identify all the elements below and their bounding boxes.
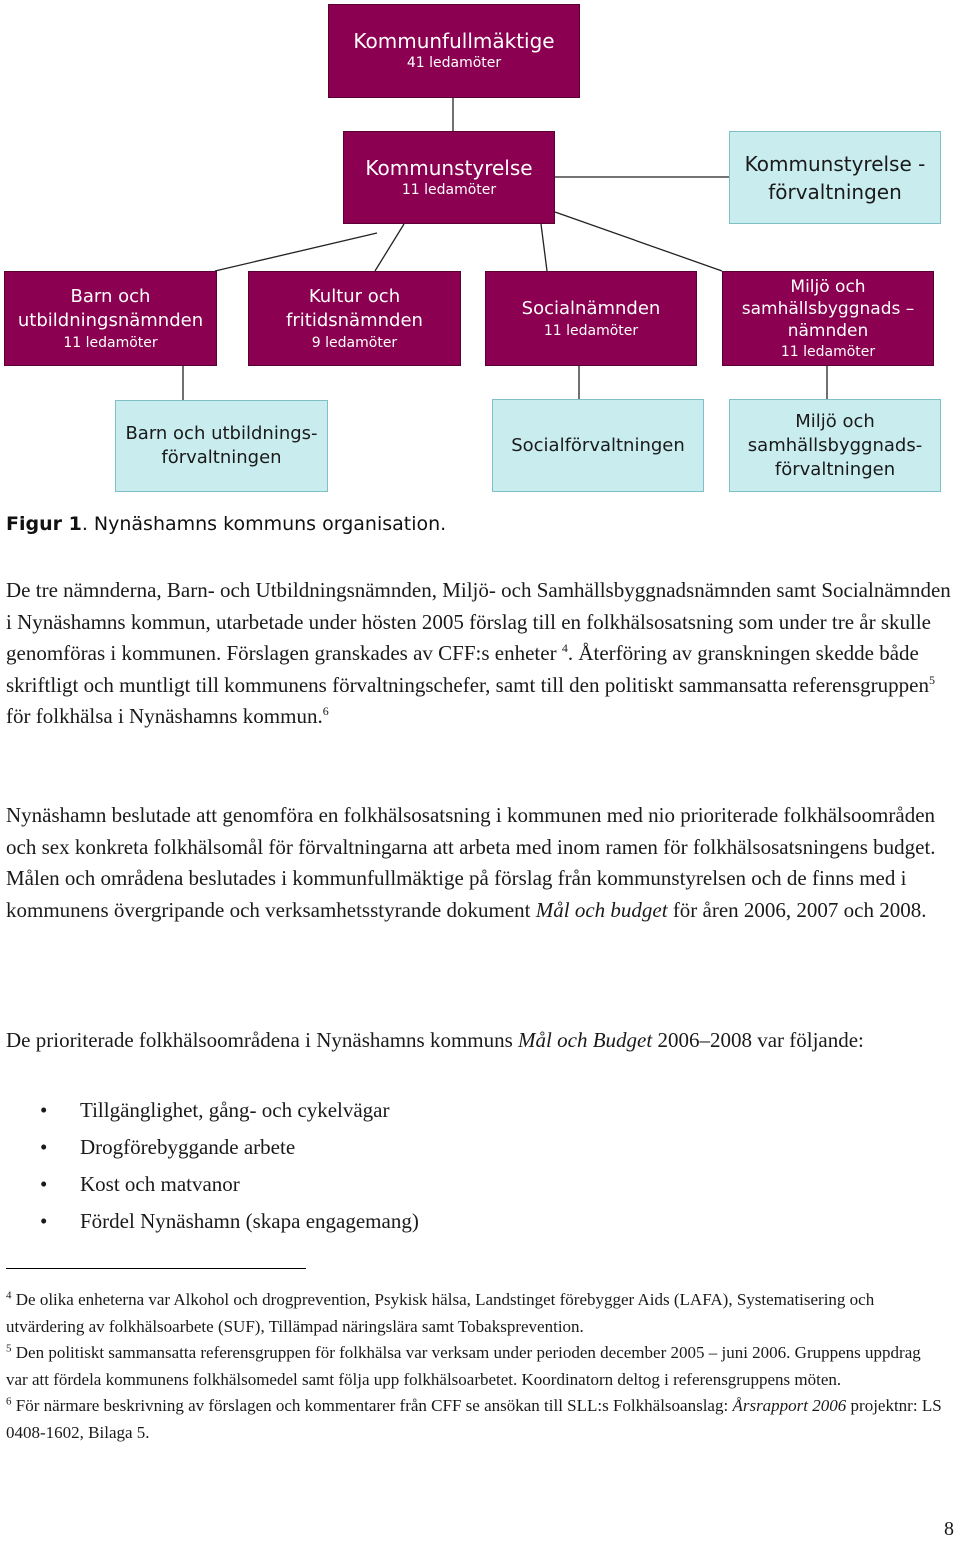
- box-title: Kultur och fritidsnämnden: [286, 285, 423, 331]
- paragraph-text: för åren 2006, 2007 och 2008.: [667, 897, 927, 922]
- paragraph-text: De prioriterade folkhälsoområdena i Nynäshamns kommuns: [6, 1028, 519, 1052]
- paragraph-text: De tre nämnderna, Barn- och Utbildningsnämnden, Miljö- och Samhällsbyggnadsnämnden samt Socialnämnden i Nynäshamns kommun, utarbetade under hösten 2005 förslag till en folkhälsosatsning som under tre år skulle genomföras i kommunen. Förslagen granskades av CFF:s enheter: [6, 578, 951, 665]
- socialforvaltning-box: [492, 399, 704, 492]
- paragraph-3: [6, 1025, 951, 1057]
- box-title: Miljö och samhällsbyggnads- förvaltningen: [747, 410, 923, 480]
- kommunstyrelse-box: [343, 131, 555, 224]
- footnote-ref: 6: [322, 704, 329, 718]
- figure-caption-text: . Nynäshamns kommuns organisation.: [81, 513, 447, 535]
- box-members: 11 ledamöter: [543, 322, 639, 339]
- footnote-number: 4: [6, 1289, 12, 1302]
- barn-utbildningsforvaltning-box: [115, 400, 328, 492]
- footnote-5: [6, 1340, 946, 1393]
- document-title: Mål och Budget: [518, 1028, 653, 1052]
- connector-line: [555, 212, 722, 271]
- box-title: Socialförvaltningen: [511, 434, 685, 456]
- footnote-text: De olika enheterna var Alkohol och drogprevention, Psykisk hälsa, Landstinget förebygger Aids (LAFA), Systematisering och utvärdering av folkhälsoarbete (SUF), Tillämpad näringslära samt Tobaksprevention.: [6, 1290, 875, 1336]
- miljo-samhallsbyggnadsnamnd-box: [722, 271, 934, 366]
- figure-caption: [6, 513, 446, 535]
- kommunfullmaktige-box: [328, 4, 580, 98]
- list-item: • Tillgänglighet, gång- och cykelvägar: [6, 1092, 419, 1129]
- box-members: 11 ledamöter: [401, 181, 497, 198]
- footnote-number: 5: [6, 1342, 12, 1355]
- footnote-4: [6, 1287, 946, 1340]
- paragraph-text: Nynäshamn beslutade att genomföra en folkhälsosatsning i kommunen med nio prioriterade folkhälsoområden och sex konkreta folkhälsomål för förvaltningarna att arbeta med inom ramen för folkhälsosatsningens budget. Målen och områdena beslutades i kommunfullmäktige på förslag från kommunstyrelsen och de finns med i kommunens övergripande och verksamhetsstyrande dokument: [6, 803, 936, 922]
- box-members: 11 ledamöter: [780, 343, 876, 360]
- miljo-samhallsbyggnadsforvaltning-box: [729, 399, 941, 492]
- priority-areas-list: [6, 1092, 419, 1240]
- figure-label: Figur 1: [6, 513, 82, 535]
- report-title: Årsrapport 2006: [732, 1396, 847, 1416]
- box-members: 9 ledamöter: [311, 334, 398, 351]
- box-title: Barn och utbildnings- förvaltningen: [125, 423, 318, 468]
- list-item: • Fördel Nynäshamn (skapa engagemang): [6, 1203, 419, 1240]
- connector-line: [215, 233, 377, 271]
- box-title: Kommunstyrelse - förvaltningen: [744, 151, 926, 204]
- paragraph-2: [6, 800, 951, 926]
- footnote-ref: 5: [928, 672, 935, 687]
- paragraph-text: 2006–2008 var följande:: [652, 1028, 864, 1052]
- kommunstyrelse-forvaltning-box: [729, 131, 941, 224]
- box-title: Kommunfullmäktige: [353, 29, 555, 53]
- kultur-fritidsnamnd-box: [248, 271, 461, 366]
- box-members: 41 ledamöter: [406, 55, 502, 71]
- organization-chart: [0, 0, 960, 500]
- page-number: 8: [944, 1518, 954, 1540]
- connector-line: [541, 224, 547, 271]
- footnote-text: projektnr: LS 0408-1602, Bilaga 5.: [6, 1396, 942, 1442]
- box-title: Barn och utbildningsnämnden: [17, 285, 204, 331]
- footnote-text: Den politiskt sammansatta referensgruppen för folkhälsa var verksam under perioden december 2005 – juni 2006. Gruppens uppdrag var att fördela kommunens folkhälsomedel samt följa upp folkhälsoarbetet. Koordinatorn deltog i referensgruppens möten.: [6, 1343, 921, 1389]
- connector-line: [375, 224, 404, 271]
- box-title: Kommunstyrelse: [365, 155, 533, 180]
- footnote-text: För närmare beskrivning av förslagen och kommentarer från CFF se ansökan till SLL:s Folkhälsoanslag:: [11, 1396, 733, 1416]
- paragraph-text: . Återföring av granskningen skedde både skriftligt och muntligt till kommunens förvaltningschefer, samt till den politiskt sammansatta referensgruppen: [6, 641, 929, 697]
- box-title: Socialnämnden: [521, 297, 661, 319]
- footnotes: [6, 1287, 946, 1447]
- footnote-separator: [6, 1268, 306, 1269]
- box-members: 11 ledamöter: [63, 334, 158, 351]
- barn-utbildningsnamnd-box: [4, 271, 217, 366]
- box-title: Miljö och samhällsbyggnads – nämnden: [741, 276, 915, 341]
- footnote-ref: 4: [561, 641, 568, 655]
- socialnamnd-box: [485, 271, 697, 366]
- paragraph-1: [6, 575, 951, 733]
- document-title: Mål och budget: [535, 897, 668, 922]
- footnote-6: [6, 1393, 946, 1446]
- list-item: • Kost och matvanor: [6, 1166, 419, 1203]
- footnote-number: 6: [6, 1395, 12, 1408]
- paragraph-text: för folkhälsa i Nynäshamns kommun.: [6, 704, 323, 728]
- list-item: • Drogförebyggande arbete: [6, 1129, 419, 1166]
